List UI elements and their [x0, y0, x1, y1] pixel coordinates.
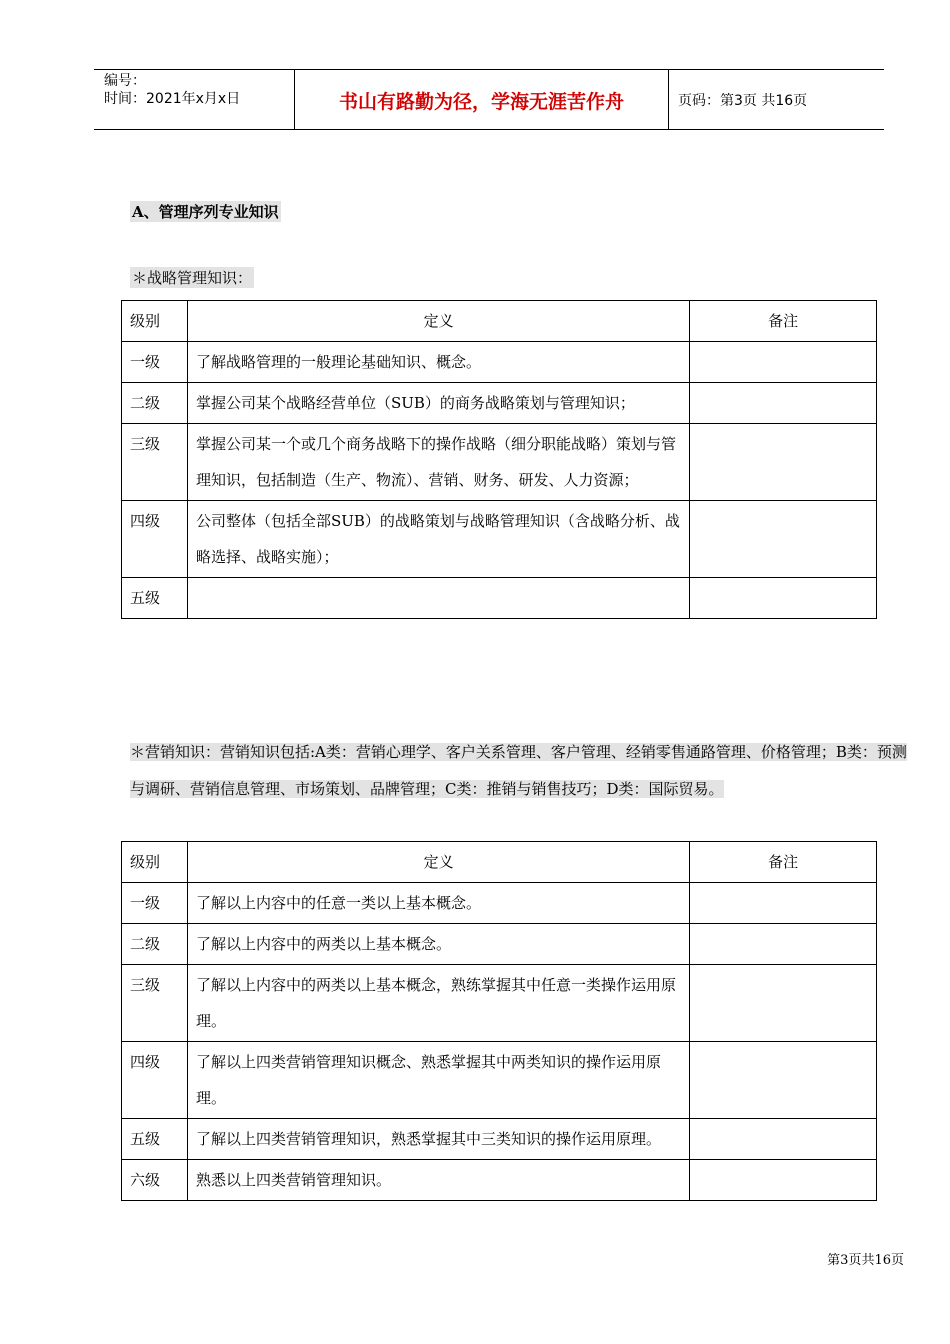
table-row [122, 924, 877, 965]
cell-definition: 了解以上内容中的两类以上基本概念。 [187, 924, 689, 965]
cell-definition: 掌握公司某一个或几个商务战略下的操作战略（细分职能战略）策划与管理知识，包括制造（生产、物流）、营销、财务、研发、人力资源； [187, 424, 689, 501]
cell-note [690, 424, 877, 501]
table-row [122, 383, 877, 424]
cell-level: 四级 [122, 501, 188, 578]
cell-level: 四级 [122, 1042, 188, 1119]
cell-note [690, 342, 877, 383]
cell-note [690, 501, 877, 578]
cell-note [690, 1160, 877, 1201]
header-note: 备注 [690, 842, 877, 883]
cell-note [690, 383, 877, 424]
header-page-cell [668, 70, 884, 129]
cell-note [690, 965, 877, 1042]
cell-definition [187, 578, 689, 619]
marketing-intro-text: ＊营销知识：营销知识包括:A类：营销心理学、客户关系管理、客户管理、经销零售通路管理、价格管理；B类：预测与调研、营销信息管理、市场策划、品牌管理；C类：推销与销售技巧；D类：国际贸易。 [130, 743, 907, 798]
cell-definition: 掌握公司某个战略经营单位（SUB）的商务战略策划与管理知识； [187, 383, 689, 424]
cell-definition: 公司整体（包括全部SUB）的战略策划与战略管理知识（含战略分析、战略选择、战略实施）； [187, 501, 689, 578]
cell-note [690, 924, 877, 965]
cell-level: 一级 [122, 883, 188, 924]
strategy-table [121, 300, 877, 619]
header-time: 时间：2021年x月x日 [104, 91, 241, 107]
cell-definition: 了解以上四类营销管理知识，熟悉掌握其中三类知识的操作运用原理。 [187, 1119, 689, 1160]
table-row [122, 1119, 877, 1160]
strategy-title: ＊战略管理知识： [132, 269, 253, 287]
cell-level: 六级 [122, 1160, 188, 1201]
cell-definition: 了解以上四类营销管理知识概念、熟悉掌握其中两类知识的操作运用原理。 [187, 1042, 689, 1119]
section-title: A、管理序列专业知识 [132, 203, 279, 221]
cell-definition: 了解以上内容中的两类以上基本概念，熟练掌握其中任意一类操作运用原理。 [187, 965, 689, 1042]
marketing-table [121, 841, 877, 1201]
marketing-intro [130, 734, 910, 808]
cell-definition: 了解战略管理的一般理论基础知识、概念。 [187, 342, 689, 383]
cell-level: 五级 [122, 1119, 188, 1160]
table-row [122, 501, 877, 578]
table-header-row [122, 301, 877, 342]
cell-level: 三级 [122, 424, 188, 501]
cell-level: 二级 [122, 383, 188, 424]
cell-level: 三级 [122, 965, 188, 1042]
header-motto-cell [294, 70, 669, 129]
table-row [122, 424, 877, 501]
header-page-number: 页码：第3页 共16页 [678, 93, 808, 109]
table-row [122, 883, 877, 924]
cell-note [690, 883, 877, 924]
page-header [94, 69, 884, 130]
header-number: 编号： [104, 73, 146, 89]
cell-note [690, 1042, 877, 1119]
header-definition: 定义 [187, 301, 689, 342]
table-row [122, 578, 877, 619]
page-footer: 第3页共16页 [827, 1253, 904, 1268]
cell-definition: 熟悉以上四类营销管理知识。 [187, 1160, 689, 1201]
cell-definition: 了解以上内容中的任意一类以上基本概念。 [187, 883, 689, 924]
table-row [122, 1042, 877, 1119]
table-row [122, 1160, 877, 1201]
cell-level: 一级 [122, 342, 188, 383]
header-level: 级别 [122, 301, 188, 342]
header-definition: 定义 [187, 842, 689, 883]
table-header-row [122, 842, 877, 883]
cell-note [690, 1119, 877, 1160]
header-level: 级别 [122, 842, 188, 883]
cell-level: 二级 [122, 924, 188, 965]
header-note: 备注 [690, 301, 877, 342]
header-motto: 书山有路勤为径，学海无涯苦作舟 [338, 91, 624, 113]
cell-level: 五级 [122, 578, 188, 619]
header-info-cell [94, 70, 294, 129]
table-row [122, 965, 877, 1042]
table-row [122, 342, 877, 383]
cell-note [690, 578, 877, 619]
